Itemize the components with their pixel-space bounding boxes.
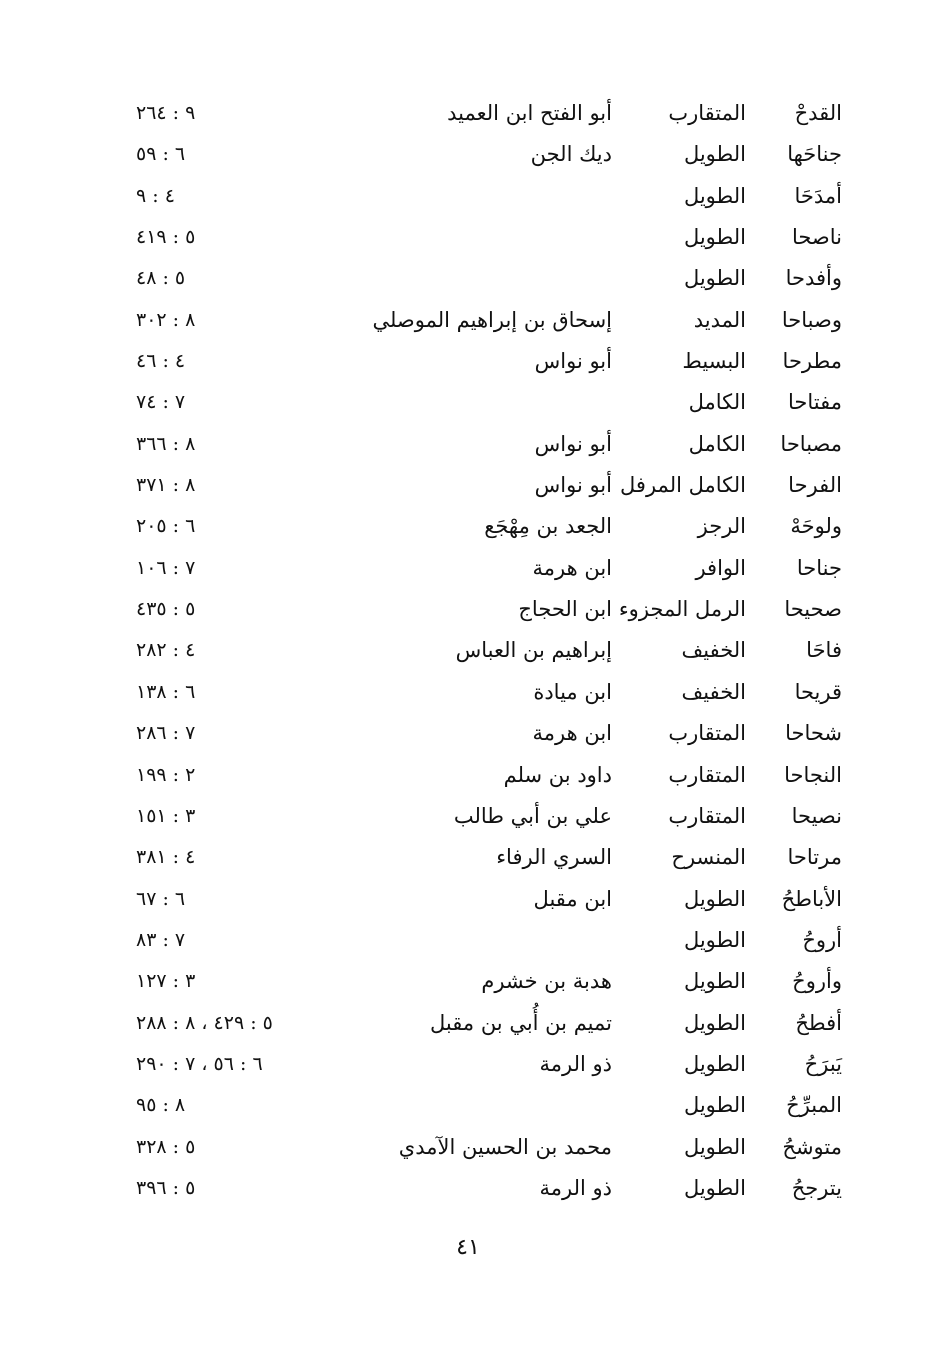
rhyme-word: أمدَحَا <box>794 183 842 208</box>
meter-name: الطويل <box>683 266 746 291</box>
poet-name: هدبة بن خشرم <box>481 969 612 994</box>
meter-name: الكامل <box>688 431 746 456</box>
meter-name: المتقارب <box>668 721 746 746</box>
meter-name: الطويل <box>683 1134 746 1159</box>
volume-page-reference: ٧ : ٨٣ <box>136 928 186 951</box>
rhyme-word: نصيحا <box>791 803 842 828</box>
poet-name: علي بن أبي طالب <box>453 803 612 828</box>
rhyme-word: القدحْ <box>794 101 842 125</box>
meter-name: المتقارب <box>668 762 746 787</box>
volume-page-reference: ٩ : ٢٦٤ <box>136 102 196 124</box>
rhyme-word: الفرحا <box>788 473 842 498</box>
poet-name: الجعد بن مِهْجَع <box>484 514 612 539</box>
index-table <box>0 93 936 1209</box>
rhyme-word: متوشحُ <box>782 1134 842 1159</box>
rhyme-word: جناحَها <box>787 142 842 167</box>
poet-name: أبو الفتح ابن العميد <box>447 101 612 125</box>
volume-page-reference: ٥ : ٤١٩ <box>136 226 196 249</box>
index-row <box>0 424 936 465</box>
index-row <box>0 465 936 506</box>
rhyme-word: صحيحا <box>784 597 842 622</box>
volume-page-reference: ٥ : ٣٢٨ <box>136 1135 196 1158</box>
volume-page-reference: ٨ : ٣٧١ <box>136 474 196 497</box>
index-row <box>0 796 936 837</box>
rhyme-word: الأباطحُ <box>781 886 842 911</box>
rhyme-word: مطرحا <box>782 349 842 374</box>
volume-page-reference: ٣ : ١٢٧ <box>136 970 196 993</box>
rhyme-word: أروحُ <box>802 927 842 952</box>
rhyme-word: وأروحُ <box>792 969 842 994</box>
meter-name: الرمل المجزوء <box>618 597 746 622</box>
poet-name: ابن هرمة <box>532 555 612 580</box>
poet-name: ذو الرمة <box>539 1051 612 1076</box>
poet-name: داود بن سلم <box>503 762 612 787</box>
poet-name: إسحاق بن إبراهيم الموصلي <box>372 307 612 332</box>
poet-name: تميم بن أُبي بن مقبل <box>430 1010 612 1035</box>
rhyme-word: مفتاحا <box>788 390 842 415</box>
index-row <box>0 217 936 258</box>
poet-name: محمد بن الحسين الآمدي <box>398 1134 612 1159</box>
volume-page-reference: ٤ : ٩ <box>136 184 175 207</box>
rhyme-word: فاحَا <box>806 638 842 663</box>
index-row <box>0 1003 936 1044</box>
index-row <box>0 1044 936 1085</box>
rhyme-word: شحاحا <box>785 721 842 746</box>
index-row <box>0 382 936 423</box>
rhyme-word: ناصحا <box>791 225 842 250</box>
index-row <box>0 300 936 341</box>
volume-page-reference: ٤ : ٣٨١ <box>136 846 196 869</box>
volume-page-reference: ٧ : ٢٨٦ <box>136 722 196 745</box>
meter-name: الطويل <box>683 1010 746 1035</box>
meter-name: المنسرح <box>671 845 746 870</box>
index-row <box>0 755 936 796</box>
poet-name: ابن الحجاج <box>518 597 612 622</box>
meter-name: الطويل <box>683 969 746 994</box>
meter-name: الكامل <box>688 390 746 415</box>
poet-name: أبو نواس <box>534 473 612 498</box>
poet-name: ذو الرمة <box>539 1175 612 1200</box>
poet-name: ابن مقبل <box>533 886 612 911</box>
meter-name: الطويل <box>683 142 746 167</box>
meter-name: الطويل <box>683 927 746 952</box>
rhyme-word: مرتاحا <box>787 845 842 870</box>
rhyme-word: المبرِّحُ <box>786 1093 842 1118</box>
rhyme-word: قريحا <box>794 679 842 704</box>
rhyme-word: مصباحا <box>780 431 842 456</box>
meter-name: الطويل <box>683 1093 746 1118</box>
poet-name: أبو نواس <box>534 349 612 374</box>
volume-page-reference: ٥ : ٣٩٦ <box>136 1176 196 1199</box>
poet-name: السري الرفاء <box>496 845 612 870</box>
rhyme-word: ولوحَهْ <box>790 514 842 539</box>
index-row <box>0 341 936 382</box>
poet-name: ديك الجن <box>530 142 612 167</box>
poet-name: ابن هرمة <box>532 721 612 746</box>
rhyme-word: وصباحا <box>781 307 842 332</box>
meter-name: الخفيف <box>681 679 746 704</box>
meter-name: الطويل <box>683 1175 746 1200</box>
index-row <box>0 589 936 630</box>
volume-page-reference: ٤ : ٤٦ <box>136 350 186 373</box>
meter-name: المديد <box>693 307 746 332</box>
meter-name: البسيط <box>682 349 746 374</box>
volume-page-reference: ٣ : ١٥١ <box>136 804 196 827</box>
poet-name: ابن ميادة <box>533 679 612 704</box>
index-row <box>0 93 936 134</box>
meter-name: الرجز <box>697 514 746 539</box>
rhyme-word: يَبرَحُ <box>804 1051 842 1076</box>
volume-page-reference: ٥ : ٤٨ <box>136 267 186 290</box>
index-row <box>0 1168 936 1209</box>
index-row <box>0 879 936 920</box>
meter-name: الطويل <box>683 183 746 208</box>
volume-page-reference: ٧ : ١٠٦ <box>136 556 196 579</box>
meter-name: الطويل <box>683 886 746 911</box>
volume-page-reference: ٥ : ٤٢٩ ، ٨ : ٢٨٨ <box>136 1011 273 1034</box>
rhyme-word: يترجحُ <box>791 1175 842 1200</box>
index-row <box>0 672 936 713</box>
index-row <box>0 548 936 589</box>
volume-page-reference: ٦ : ١٣٨ <box>136 680 196 703</box>
index-row <box>0 1085 936 1126</box>
rhyme-word: النجاحا <box>784 762 842 787</box>
volume-page-reference: ٦ : ٢٠٥ <box>136 515 196 538</box>
volume-page-reference: ٨ : ٩٥ <box>136 1094 186 1117</box>
volume-page-reference: ٦ : ٥٩ <box>136 143 186 166</box>
meter-name: الوافر <box>695 555 746 580</box>
index-row <box>0 961 936 1002</box>
index-row <box>0 134 936 175</box>
meter-name: الطويل <box>683 225 746 250</box>
volume-page-reference: ٤ : ٢٨٢ <box>136 639 196 662</box>
index-row <box>0 258 936 299</box>
rhyme-word: جناحا <box>796 555 842 580</box>
index-row <box>0 1127 936 1168</box>
volume-page-reference: ٥ : ٤٣٥ <box>136 598 196 621</box>
index-row <box>0 176 936 217</box>
index-row <box>0 713 936 754</box>
volume-page-reference: ٢ : ١٩٩ <box>136 763 196 786</box>
index-row <box>0 920 936 961</box>
meter-name: الخفيف <box>681 638 746 663</box>
index-row <box>0 630 936 671</box>
rhyme-word: أفطحُ <box>795 1010 842 1035</box>
volume-page-reference: ٨ : ٣٦٦ <box>136 432 196 455</box>
volume-page-reference: ٦ : ٥٦ ، ٧ : ٢٩٠ <box>136 1052 263 1075</box>
volume-page-reference: ٧ : ٧٤ <box>136 391 186 414</box>
page-number: ٤١ <box>456 1235 480 1260</box>
meter-name: المتقارب <box>668 101 746 125</box>
poet-name: أبو نواس <box>534 431 612 456</box>
volume-page-reference: ٨ : ٣٠٢ <box>136 308 196 331</box>
meter-name: الكامل المرفل <box>620 473 746 498</box>
meter-name: المتقارب <box>668 803 746 828</box>
poet-name: إبراهيم بن العباس <box>455 638 612 663</box>
volume-page-reference: ٦ : ٦٧ <box>136 887 186 910</box>
index-row <box>0 837 936 878</box>
meter-name: الطويل <box>683 1051 746 1076</box>
rhyme-word: وأفدحا <box>785 266 842 291</box>
index-row <box>0 506 936 547</box>
